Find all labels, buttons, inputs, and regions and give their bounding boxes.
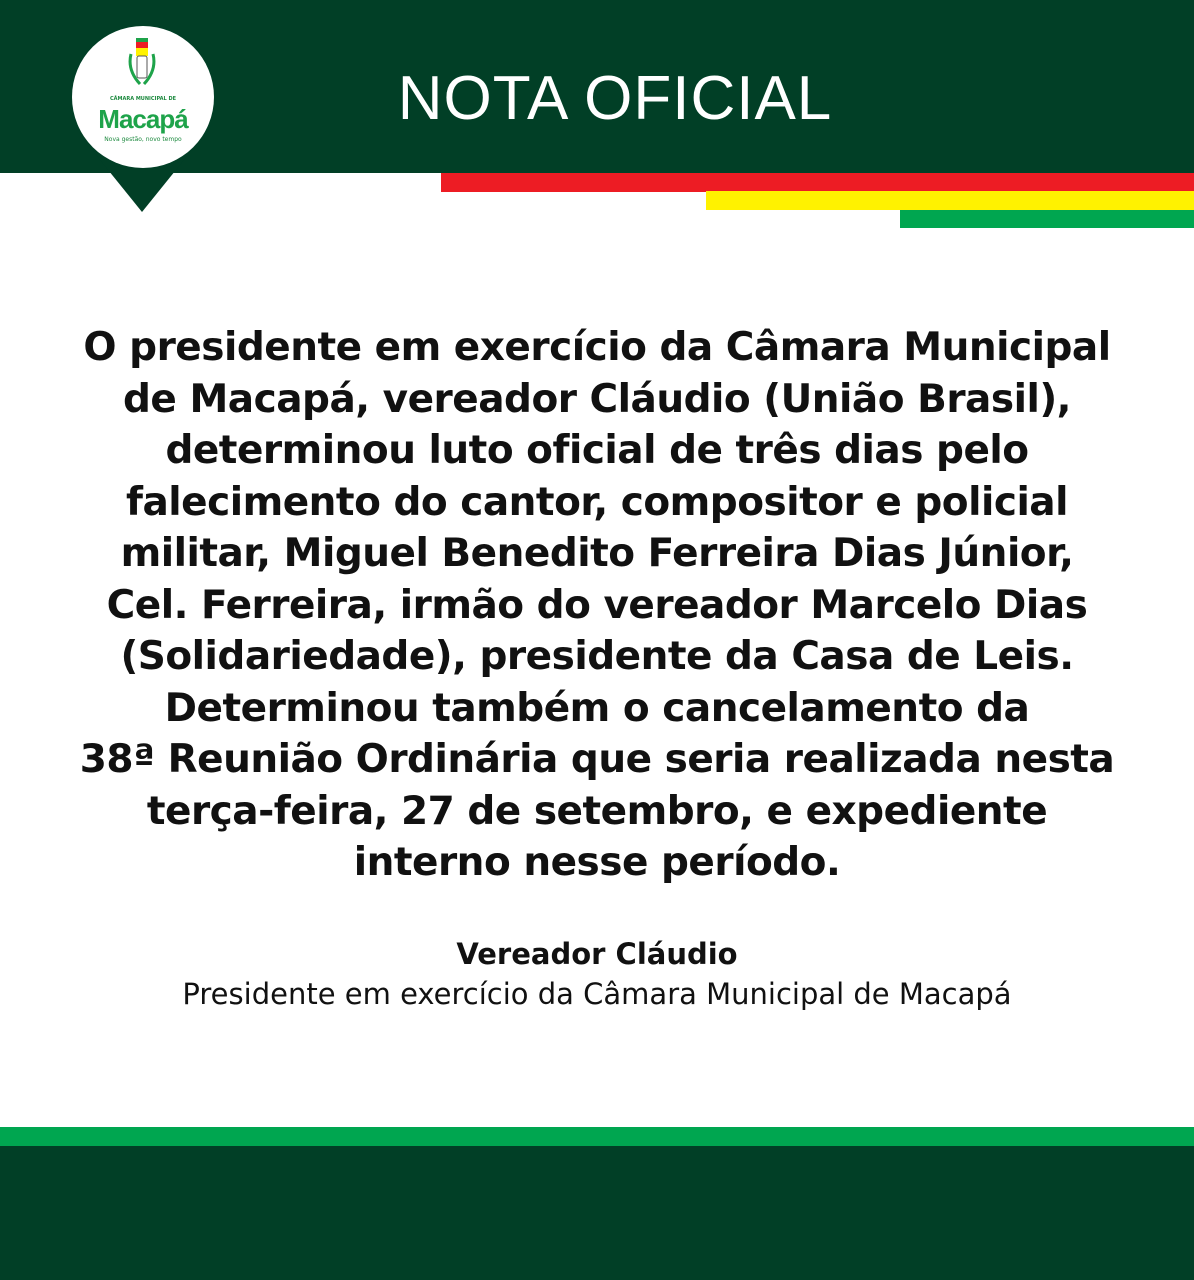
body-line: Cel. Ferreira, irmão do vereador Marcelo Dias [106, 582, 1088, 628]
body-line: terça-feira, 27 de setembro, e expediente [146, 788, 1048, 834]
camara-logo [72, 26, 214, 168]
footer-green-stripe [0, 1127, 1194, 1146]
body-line: (Solidariedade), presidente da Casa de Leis. [120, 634, 1074, 679]
note-body [40, 322, 1154, 889]
body-line: de Macapá, vereador Cláudio (União Brasil), [123, 376, 1071, 422]
emblem-icon [127, 38, 157, 92]
logo-top-text: CÂMARA MUNICIPAL DE [109, 96, 177, 102]
green-stripe [900, 210, 1194, 228]
page-title: NOTA OFICIAL [397, 64, 833, 133]
body-line: falecimento do cantor, compositor e policial [125, 479, 1068, 525]
body-line: 38ª Reunião Ordinária que seria realizada nesta [79, 737, 1115, 782]
body-line: militar, Miguel Benedito Ferreira Dias Júnior, [120, 531, 1074, 576]
yellow-stripe [706, 191, 1194, 210]
signature-role: Presidente em exercício da Câmara Municipal de Macapá [182, 977, 1012, 1011]
body-line: determinou luto oficial de três dias pelo [165, 428, 1029, 473]
signature-name: Vereador Cláudio [456, 937, 738, 971]
footer-bar [0, 1146, 1194, 1280]
logo-tagline: Nova gestão, novo tempo [104, 136, 182, 143]
body-line: interno nesse período. [353, 840, 841, 885]
logo-name: Macapá [98, 104, 188, 134]
red-stripe [441, 173, 1194, 192]
body-line: Determinou também o cancelamento da [164, 685, 1030, 731]
body-line: O presidente em exercício da Câmara Municipal [83, 325, 1111, 370]
